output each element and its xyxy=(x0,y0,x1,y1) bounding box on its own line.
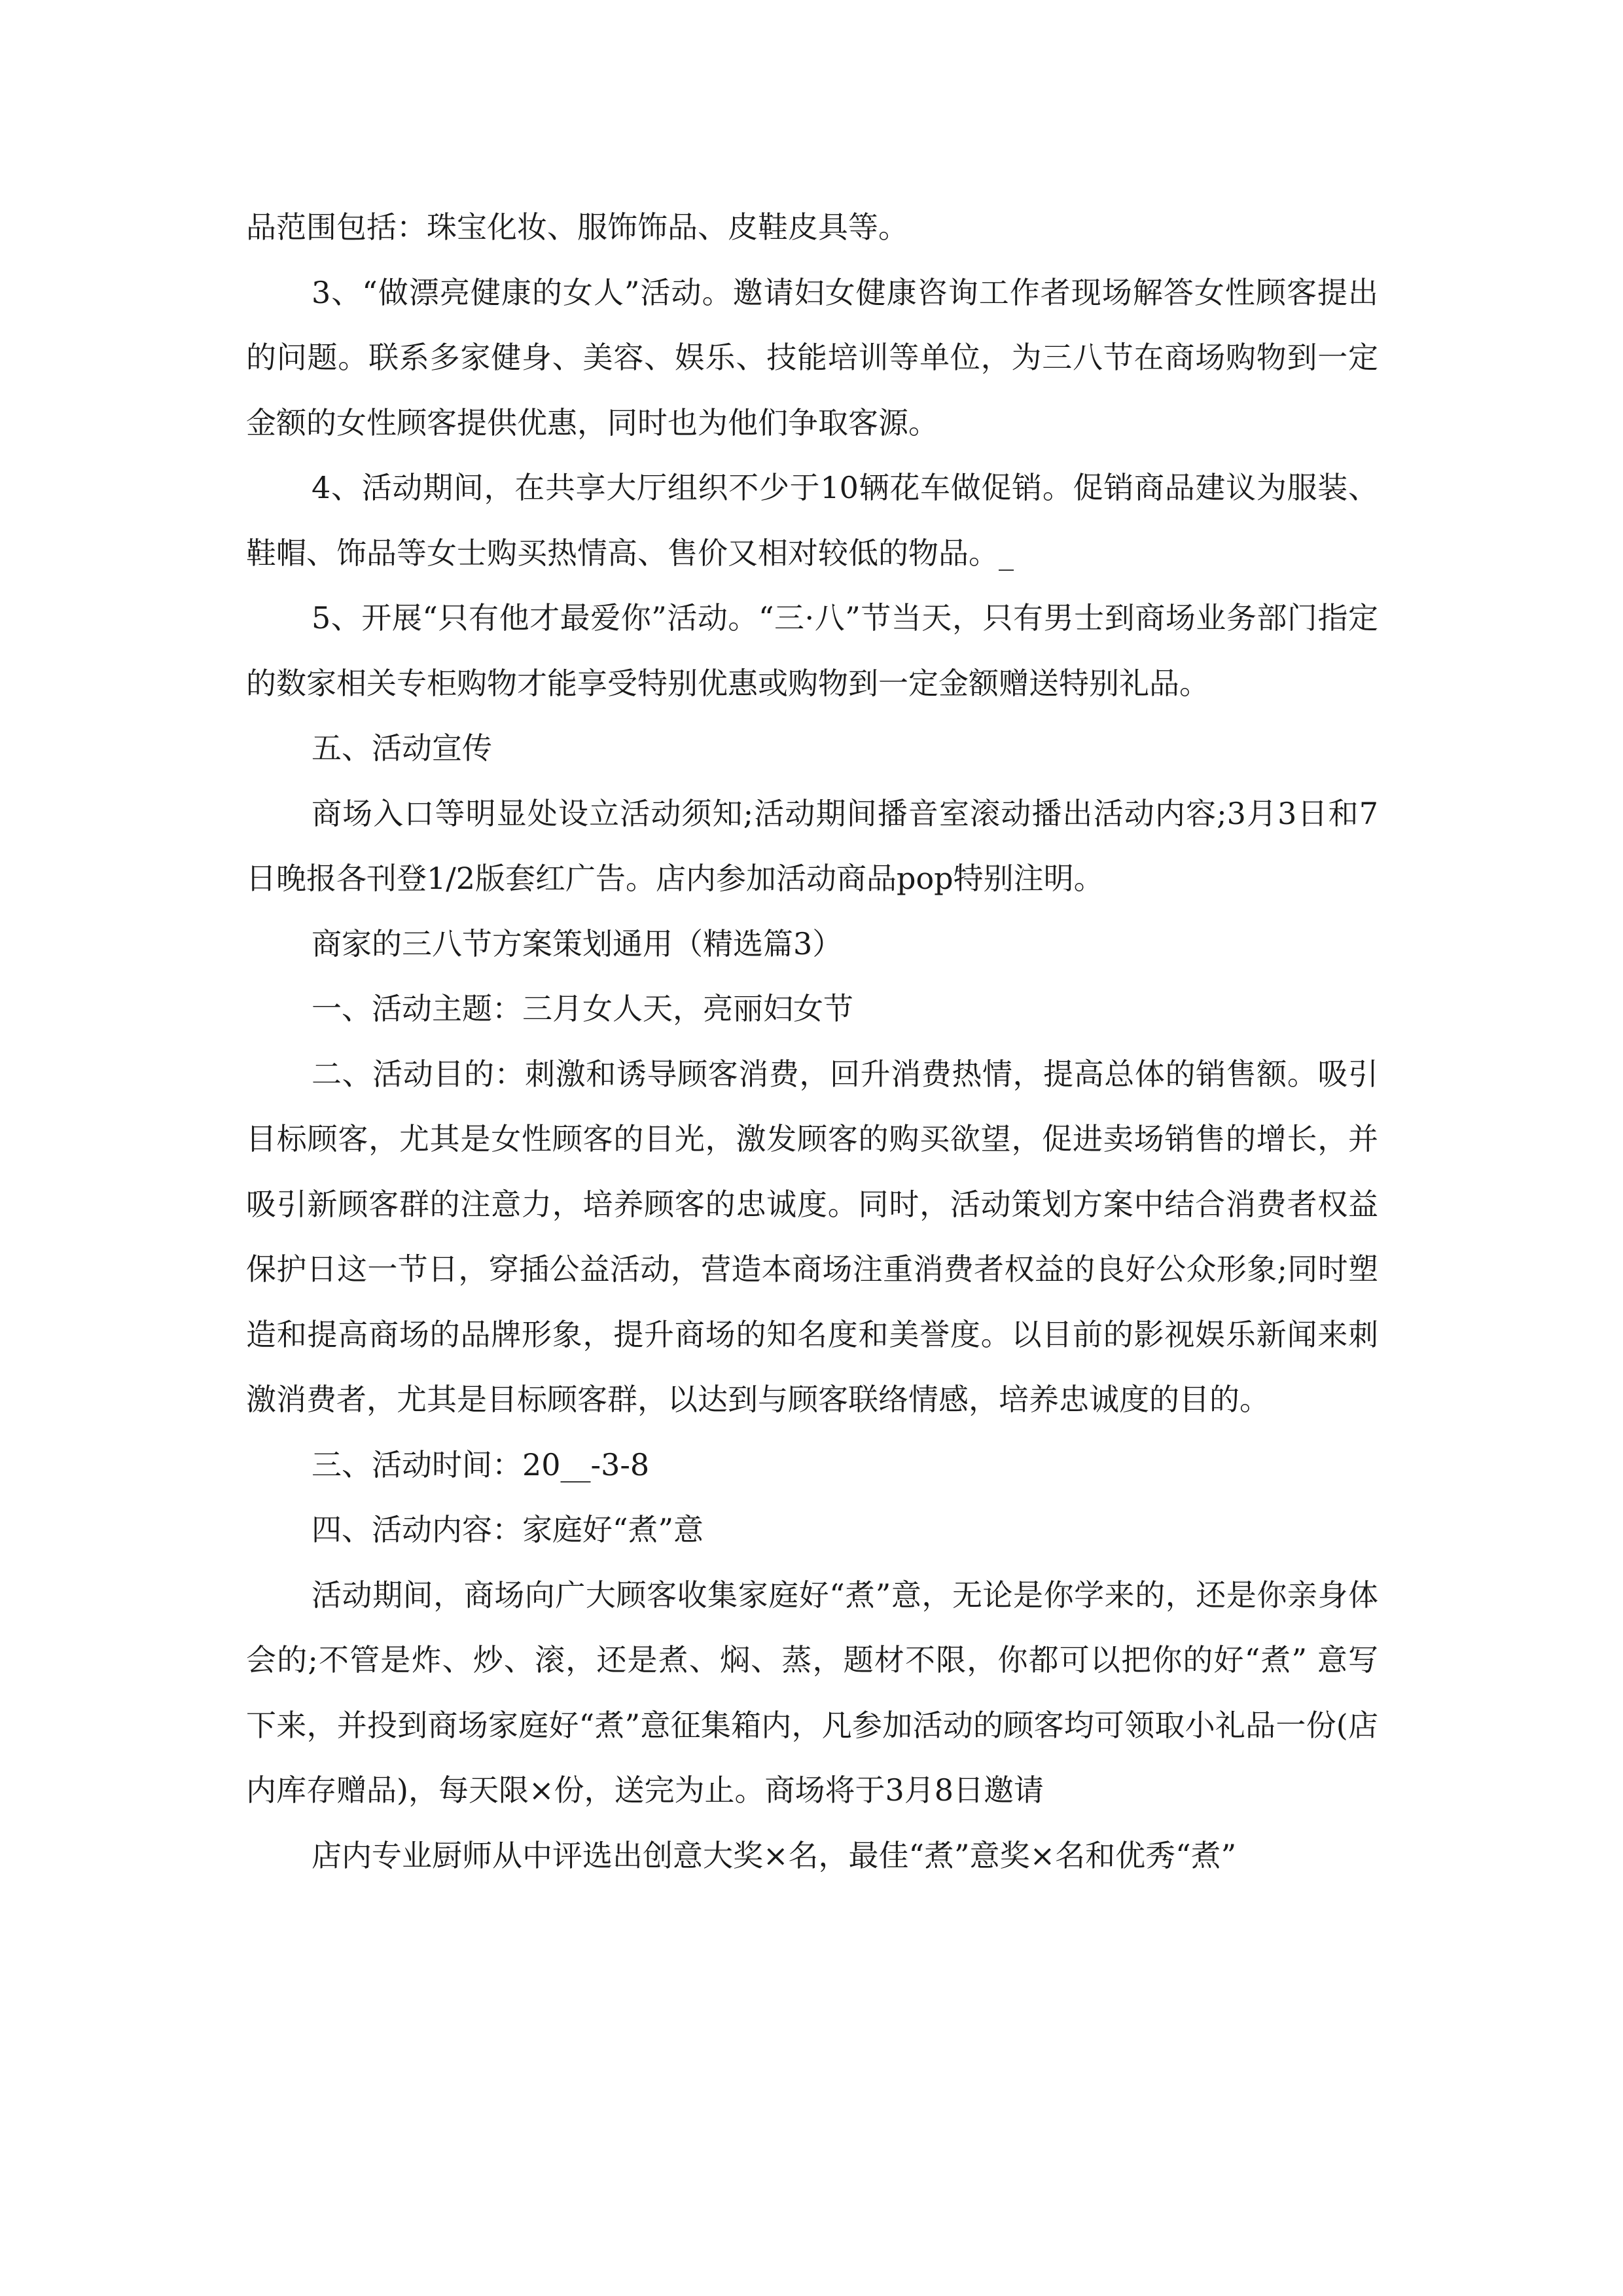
paragraph-publicity: 商场入口等明显处设立活动须知;活动期间播音室滚动播出活动内容;3月3日和7日晚报各刊登1/2版套红广告。店内参加活动商品pop特别注明。 xyxy=(246,795,1378,896)
paragraph-purpose: 二、活动目的：刺激和诱导顾客消费，回升消费热情，提高总体的销售额。吸引目标顾客，尤其是女性顾客的目光，激发顾客的购买欲望，促进卖场销售的增长，并吸引新顾客群的注意力，培养顾客的忠诚度。同时，活动策划方案中结合消费者权益保护日这一节日，穿插公益活动，营造本商场注重消费者权益的良好公众形象;同时塑造和提高商场的品牌形象，提升商场的知名度和美誉度。以目前的影视娱乐新闻来刺激消费者，尤其是目标顾客群，以达到与顾客联络情感，培养忠诚度的目的。 xyxy=(246,1056,1378,1417)
section-heading-publicity: 五、活动宣传 xyxy=(312,730,492,766)
paragraph-1: 品范围包括：珠宝化妆、服饰饰品、皮鞋皮具等。 xyxy=(246,209,908,245)
article-subtitle: 商家的三八节方案策划通用（精选篇3） xyxy=(312,925,843,961)
paragraph-4: 5、开展“只有他才最爱你”活动。“三·八”节当天，只有男士到商场业务部门指定的数家相关专柜购物才能享受特别优惠或购物到一定金额赠送特别礼品。 xyxy=(246,600,1378,701)
paragraph-2: 3、“做漂亮健康的女人”活动。邀请妇女健康咨询工作者现场解答女性顾客提出的问题。联系多家健身、美容、娱乐、技能培训等单位，为三八节在商场购物到一定金额的女性顾客提供优惠，同时也为他们争取客源。 xyxy=(246,274,1378,440)
section-heading-time: 三、活动时间：20__-3-8 xyxy=(312,1446,650,1482)
paragraph-3: 4、活动期间，在共享大厅组织不少于10辆花车做促销。促销商品建议为服装、鞋帽、饰品等女士购买热情高、售价又相对较低的物品。_ xyxy=(246,470,1378,571)
document-body xyxy=(246,195,1378,1888)
section-heading-theme: 一、活动主题：三月女人天，亮丽妇女节 xyxy=(312,991,853,1026)
paragraph-activity: 活动期间，商场向广大顾客收集家庭好“煮”意，无论是你学来的，还是你亲身体会的;不管是炸、炒、滚，还是煮、焖、蒸，题材不限，你都可以把你的好“煮” 意写下来，并投到商场家庭好“煮”意征集箱内，凡参加活动的顾客均可领取小礼品一份(店内库存赠品)，每天限×份，送完为止。商场将于3月8日邀请 xyxy=(246,1577,1378,1808)
section-heading-content: 四、活动内容：家庭好“煮”意 xyxy=(312,1512,704,1547)
paragraph-judging: 店内专业厨师从中评选出创意大奖×名，最佳“煮”意奖×名和优秀“煮” xyxy=(312,1837,1237,1873)
